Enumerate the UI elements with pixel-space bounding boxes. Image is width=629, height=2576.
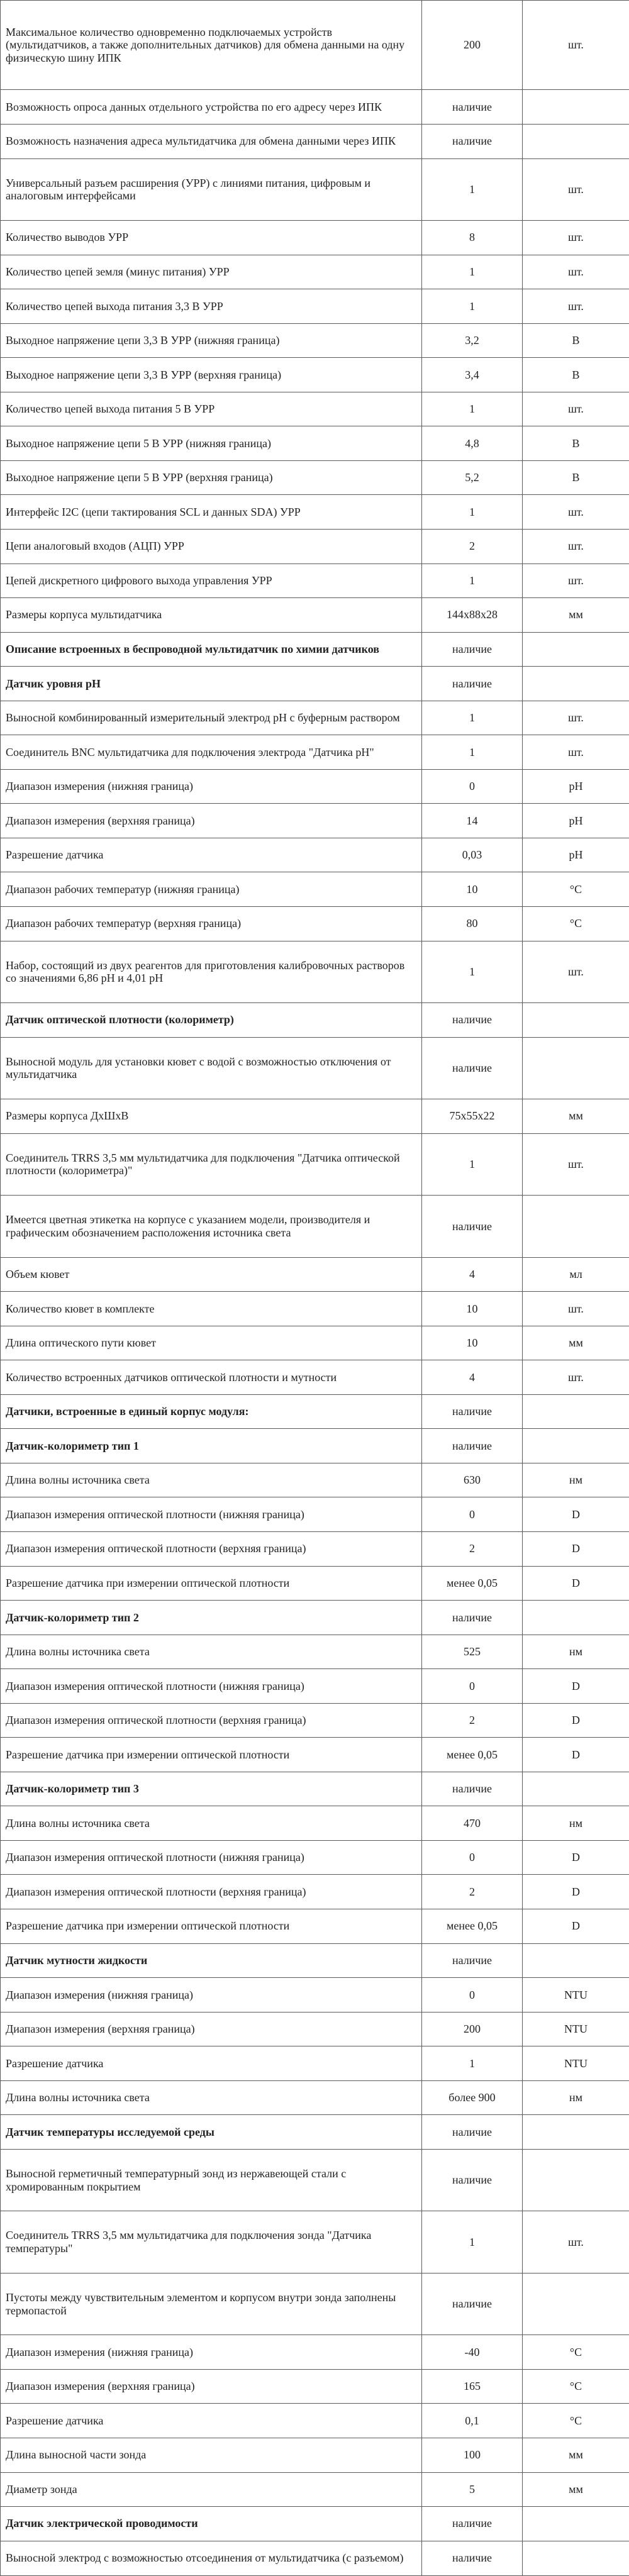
section-heading: Датчик электрической проводимости [1, 2507, 422, 2541]
table-row [1, 2149, 629, 2211]
parameter-name: Количество цепей земля (минус питания) УРР [1, 255, 422, 289]
parameter-name: Имеется цветная этикетка на корпусе с указанием модели, производителя и графическим обозначением расположения источника света [1, 1196, 422, 1258]
parameter-name: Разрешение датчика [1, 838, 422, 872]
section-heading: Датчик мутности жидкости [1, 1943, 422, 1978]
table-row [1, 158, 629, 221]
parameter-name: Максимальное количество одновременно подключаемых устройств (мультидатчиков, а также дополнительных датчиков) для обмена данными на одну физическую шину ИПК [1, 1, 422, 90]
parameter-unit [523, 667, 629, 701]
parameter-name: Разрешение датчика при измерении оптической плотности [1, 1909, 422, 1944]
table-row [1, 1133, 629, 1196]
parameter-unit [523, 2507, 629, 2541]
parameter-unit: °C [523, 906, 629, 941]
parameter-name: Диапазон измерения оптической плотности (верхняя граница) [1, 1703, 422, 1738]
table-row [1, 1326, 629, 1360]
parameter-name: Разрешение датчика [1, 2046, 422, 2081]
parameter-value: -40 [422, 2335, 523, 2370]
parameter-name: Длина волны источника света [1, 1806, 422, 1841]
table-row [1, 1669, 629, 1704]
parameter-name: Диапазон измерения (верхняя граница) [1, 2012, 422, 2046]
table-row [1, 1497, 629, 1532]
parameter-unit: NTU [523, 2012, 629, 2046]
parameter-unit [523, 1429, 629, 1463]
parameter-value: 0 [422, 1669, 523, 1704]
parameter-name: Возможность опроса данных отдельного устройства по его адресу через ИПК [1, 90, 422, 125]
parameter-name: Количество цепей выхода питания 3,3 В УРР [1, 289, 422, 324]
table-row [1, 529, 629, 564]
section-heading: Датчик-колориметр тип 3 [1, 1772, 422, 1806]
parameter-unit [523, 1943, 629, 1978]
parameter-unit: NTU [523, 2046, 629, 2081]
parameter-name: Универсальный разъем расширения (УРР) с линиями питания, цифровым и аналоговым интерфейсами [1, 158, 422, 221]
parameter-name: Пустоты между чувствительным элементом и корпусом внутри зонда заполнены термопастой [1, 2273, 422, 2335]
table-row [1, 2472, 629, 2507]
parameter-name: Набор, состоящий из двух реагентов для приготовления калибровочных растворов со значениями 6,86 pH и 4,01 pH [1, 941, 422, 1003]
parameter-unit: шт. [523, 2211, 629, 2273]
parameter-value: 0 [422, 1497, 523, 1532]
parameter-name: Цепи аналоговый входов (АЦП) УРР [1, 529, 422, 564]
table-row [1, 2369, 629, 2404]
parameter-value: 5,2 [422, 460, 523, 495]
table-row [1, 1601, 629, 1635]
parameter-unit: В [523, 426, 629, 461]
parameter-value: 75х55х22 [422, 1099, 523, 1134]
table-row [1, 1772, 629, 1806]
parameter-value: наличие [422, 1196, 523, 1258]
parameter-name: Выходное напряжение цепи 3,3 В УРР (верхняя граница) [1, 358, 422, 392]
table-row [1, 2012, 629, 2046]
parameter-unit: шт. [523, 392, 629, 426]
parameter-name: Количество цепей выхода питания 5 В УРР [1, 392, 422, 426]
section-heading: Датчики, встроенные в единый корпус модуля: [1, 1394, 422, 1429]
parameter-unit: шт. [523, 1133, 629, 1196]
table-row [1, 941, 629, 1003]
table-row [1, 495, 629, 530]
parameter-value: наличие [422, 124, 523, 158]
parameter-unit: шт. [523, 564, 629, 598]
parameter-value: наличие [422, 2273, 523, 2335]
parameter-name: Выносной герметичный температурный зонд из нержавеющей стали с хромированным покрытием [1, 2149, 422, 2211]
parameter-value: менее 0,05 [422, 1909, 523, 1944]
parameter-name: Длина волны источника света [1, 1635, 422, 1669]
table-row [1, 1360, 629, 1395]
parameter-value: 1 [422, 2046, 523, 2081]
parameter-value: более 900 [422, 2080, 523, 2115]
parameter-value: 630 [422, 1463, 523, 1497]
table-row [1, 838, 629, 872]
table-row [1, 426, 629, 461]
section-heading: Датчик температуры исследуемой среды [1, 2115, 422, 2150]
table-row [1, 1703, 629, 1738]
parameter-value: 0,1 [422, 2404, 523, 2438]
parameter-value: наличие [422, 1429, 523, 1463]
table-row [1, 90, 629, 125]
parameter-unit: шт. [523, 1292, 629, 1326]
parameter-name: Интерфейс I2C (цепи тактирования SCL и данных SDA) УРР [1, 495, 422, 530]
parameter-value: 200 [422, 1, 523, 90]
table-row [1, 2211, 629, 2273]
parameter-name: Диапазон измерения (нижняя граница) [1, 769, 422, 804]
parameter-name: Диапазон измерения оптической плотности (нижняя граница) [1, 1669, 422, 1704]
parameter-unit: D [523, 1531, 629, 1566]
parameter-name: Разрешение датчика [1, 2404, 422, 2438]
parameter-unit [523, 1003, 629, 1038]
parameter-unit [523, 90, 629, 125]
parameter-value: наличие [422, 1394, 523, 1429]
parameter-name: Выходное напряжение цепи 3,3 В УРР (нижняя граница) [1, 323, 422, 358]
table-row [1, 2335, 629, 2370]
parameter-name: Длина волны источника света [1, 2080, 422, 2115]
table-row [1, 1806, 629, 1841]
table-row [1, 255, 629, 289]
parameter-unit [523, 1772, 629, 1806]
parameter-value: наличие [422, 1943, 523, 1978]
parameter-name: Цепей дискретного цифрового выхода управления УРР [1, 564, 422, 598]
table-row [1, 323, 629, 358]
parameter-unit [523, 632, 629, 667]
parameter-value: наличие [422, 2541, 523, 2575]
table-row [1, 1909, 629, 1944]
parameter-name: Выносной комбинированный измерительный электрод pH с буферным раствором [1, 701, 422, 735]
parameter-unit: D [523, 1703, 629, 1738]
parameter-unit: D [523, 1875, 629, 1909]
table-row [1, 1635, 629, 1669]
table-row [1, 289, 629, 324]
table-row [1, 1738, 629, 1772]
parameter-name: Количество выводов УРР [1, 221, 422, 255]
parameter-name: Объем кювет [1, 1257, 422, 1292]
parameter-name: Соединитель TRRS 3,5 мм мультидатчика для подключения зонда "Датчика температуры" [1, 2211, 422, 2273]
parameter-value: 2 [422, 1875, 523, 1909]
parameter-unit: шт. [523, 158, 629, 221]
table-row [1, 2115, 629, 2150]
section-heading: Датчик уровня pH [1, 667, 422, 701]
parameter-name: Количество кювет в комплекте [1, 1292, 422, 1326]
parameter-value: 1 [422, 158, 523, 221]
parameter-unit: мм [523, 598, 629, 633]
parameter-unit: В [523, 323, 629, 358]
parameter-name: Возможность назначения адреса мультидатчика для обмена данными через ИПК [1, 124, 422, 158]
spec-table-body [1, 1, 629, 2576]
parameter-name: Длина волны источника света [1, 1463, 422, 1497]
parameter-value: 4 [422, 1257, 523, 1292]
table-row [1, 2404, 629, 2438]
parameter-value: 1 [422, 701, 523, 735]
table-row [1, 804, 629, 838]
parameter-value: 144х88х28 [422, 598, 523, 633]
parameter-value: 525 [422, 1635, 523, 1669]
parameter-value: 0 [422, 1840, 523, 1875]
parameter-unit: D [523, 1738, 629, 1772]
parameter-value: 1 [422, 1133, 523, 1196]
parameter-value: 3,4 [422, 358, 523, 392]
table-row [1, 1292, 629, 1326]
parameter-name: Диапазон рабочих температур (верхняя граница) [1, 906, 422, 941]
parameter-value: 0,03 [422, 838, 523, 872]
parameter-value: 14 [422, 804, 523, 838]
table-row [1, 1394, 629, 1429]
parameter-value: 2 [422, 1703, 523, 1738]
parameter-value: наличие [422, 632, 523, 667]
parameter-value: 5 [422, 2472, 523, 2507]
table-row [1, 667, 629, 701]
parameter-value: наличие [422, 2115, 523, 2150]
table-row [1, 1, 629, 90]
parameter-name: Диаметр зонда [1, 2472, 422, 2507]
parameter-unit: pH [523, 769, 629, 804]
parameter-value: 1 [422, 392, 523, 426]
parameter-unit: °C [523, 2335, 629, 2370]
table-row [1, 221, 629, 255]
parameter-unit: D [523, 1566, 629, 1601]
table-row [1, 701, 629, 735]
parameter-value: 10 [422, 1326, 523, 1360]
parameter-unit: нм [523, 1463, 629, 1497]
parameter-name: Выходное напряжение цепи 5 В УРР (нижняя граница) [1, 426, 422, 461]
parameter-unit: D [523, 1497, 629, 1532]
parameter-unit: шт. [523, 495, 629, 530]
parameter-value: 2 [422, 529, 523, 564]
parameter-unit: нм [523, 2080, 629, 2115]
parameter-value: 1 [422, 735, 523, 770]
parameter-name: Длина оптического пути кювет [1, 1326, 422, 1360]
parameter-unit: pH [523, 804, 629, 838]
parameter-name: Размеры корпуса мультидатчика [1, 598, 422, 633]
parameter-value: 4 [422, 1360, 523, 1395]
parameter-value: наличие [422, 2149, 523, 2211]
parameter-value: наличие [422, 1772, 523, 1806]
parameter-name: Размеры корпуса ДхШхВ [1, 1099, 422, 1134]
parameter-unit: шт. [523, 255, 629, 289]
table-row [1, 906, 629, 941]
parameter-name: Соединитель TRRS 3,5 мм мультидатчика для подключения "Датчика оптической плотности (колориметра)" [1, 1133, 422, 1196]
table-row [1, 1257, 629, 1292]
parameter-name: Диапазон измерения оптической плотности (верхняя граница) [1, 1875, 422, 1909]
parameter-name: Диапазон рабочих температур (нижняя граница) [1, 872, 422, 907]
parameter-value: 1 [422, 289, 523, 324]
table-row [1, 1566, 629, 1601]
parameter-value: наличие [422, 667, 523, 701]
parameter-unit [523, 1037, 629, 1099]
parameter-value: менее 0,05 [422, 1566, 523, 1601]
table-row [1, 872, 629, 907]
parameter-value: 1 [422, 2211, 523, 2273]
table-row [1, 2080, 629, 2115]
parameter-value: 1 [422, 941, 523, 1003]
parameter-unit: шт. [523, 701, 629, 735]
parameter-unit: шт. [523, 529, 629, 564]
parameter-value: 4,8 [422, 426, 523, 461]
parameter-value: 200 [422, 2012, 523, 2046]
parameter-value: 100 [422, 2438, 523, 2472]
parameter-unit [523, 1196, 629, 1258]
parameter-name: Длина выносной части зонда [1, 2438, 422, 2472]
parameter-value: 8 [422, 221, 523, 255]
parameter-unit: шт. [523, 221, 629, 255]
table-row [1, 2273, 629, 2335]
parameter-unit [523, 2149, 629, 2211]
parameter-value: 470 [422, 1806, 523, 1841]
table-row [1, 1943, 629, 1978]
parameter-value: наличие [422, 1037, 523, 1099]
table-row [1, 1463, 629, 1497]
parameter-unit: °C [523, 2404, 629, 2438]
parameter-name: Количество встроенных датчиков оптической плотности и мутности [1, 1360, 422, 1395]
parameter-unit: °C [523, 872, 629, 907]
parameter-unit: шт. [523, 735, 629, 770]
parameter-name: Диапазон измерения оптической плотности (нижняя граница) [1, 1840, 422, 1875]
parameter-unit: нм [523, 1806, 629, 1841]
table-row [1, 564, 629, 598]
parameter-value: наличие [422, 2507, 523, 2541]
table-row [1, 598, 629, 633]
parameter-unit: мм [523, 2438, 629, 2472]
table-row [1, 1531, 629, 1566]
table-row [1, 358, 629, 392]
table-row [1, 1196, 629, 1258]
parameter-name: Диапазон измерения (верхняя граница) [1, 804, 422, 838]
parameter-unit: D [523, 1909, 629, 1944]
parameter-value: 1 [422, 564, 523, 598]
parameter-unit: шт. [523, 1, 629, 90]
parameter-value: 2 [422, 1531, 523, 1566]
parameter-unit: D [523, 1669, 629, 1704]
parameter-unit: нм [523, 1635, 629, 1669]
parameter-value: менее 0,05 [422, 1738, 523, 1772]
parameter-unit [523, 124, 629, 158]
parameter-value: 1 [422, 495, 523, 530]
parameter-unit: мм [523, 2472, 629, 2507]
parameter-name: Выносной электрод с возможностью отсоединения от мультидатчика (с разъемом) [1, 2541, 422, 2575]
parameter-unit: В [523, 358, 629, 392]
parameter-unit: шт. [523, 289, 629, 324]
parameter-unit: °C [523, 2369, 629, 2404]
table-row [1, 1003, 629, 1038]
parameter-unit: мл [523, 1257, 629, 1292]
parameter-value: 3,2 [422, 323, 523, 358]
table-row [1, 769, 629, 804]
parameter-unit: шт. [523, 1360, 629, 1395]
table-row [1, 2541, 629, 2575]
table-row [1, 1037, 629, 1099]
section-heading: Датчик-колориметр тип 1 [1, 1429, 422, 1463]
table-row [1, 1840, 629, 1875]
parameter-name: Диапазон измерения оптической плотности (верхняя граница) [1, 1531, 422, 1566]
parameter-unit [523, 2541, 629, 2575]
parameter-unit: pH [523, 838, 629, 872]
parameter-name: Диапазон измерения (нижняя граница) [1, 2335, 422, 2370]
parameter-value: 0 [422, 1978, 523, 2012]
table-row [1, 1429, 629, 1463]
parameter-value: 1 [422, 255, 523, 289]
parameter-value: наличие [422, 1003, 523, 1038]
parameter-value: 80 [422, 906, 523, 941]
table-row [1, 2438, 629, 2472]
parameter-unit: D [523, 1840, 629, 1875]
parameter-unit: В [523, 460, 629, 495]
parameter-name: Диапазон измерения (верхняя граница) [1, 2369, 422, 2404]
section-heading: Датчик-колориметр тип 2 [1, 1601, 422, 1635]
parameter-unit [523, 2115, 629, 2150]
parameter-value: наличие [422, 1601, 523, 1635]
table-row [1, 632, 629, 667]
parameter-unit [523, 1394, 629, 1429]
table-row [1, 735, 629, 770]
parameter-value: наличие [422, 90, 523, 125]
table-row [1, 392, 629, 426]
parameter-value: 0 [422, 769, 523, 804]
parameter-value: 165 [422, 2369, 523, 2404]
table-row [1, 1099, 629, 1134]
parameter-unit: мм [523, 1099, 629, 1134]
parameter-value: 10 [422, 872, 523, 907]
table-row [1, 124, 629, 158]
table-row [1, 460, 629, 495]
parameter-unit: мм [523, 1326, 629, 1360]
section-heading: Датчик оптической плотности (колориметр) [1, 1003, 422, 1038]
table-row [1, 2507, 629, 2541]
parameter-unit [523, 2273, 629, 2335]
section-heading: Описание встроенных в беспроводной мультидатчик по химии датчиков [1, 632, 422, 667]
table-row [1, 1978, 629, 2012]
parameter-unit: шт. [523, 941, 629, 1003]
parameter-unit [523, 1601, 629, 1635]
parameter-name: Выходное напряжение цепи 5 В УРР (верхняя граница) [1, 460, 422, 495]
parameter-name: Диапазон измерения оптической плотности (нижняя граница) [1, 1497, 422, 1532]
parameter-name: Разрешение датчика при измерении оптической плотности [1, 1738, 422, 1772]
parameter-value: 10 [422, 1292, 523, 1326]
parameter-name: Разрешение датчика при измерении оптической плотности [1, 1566, 422, 1601]
parameter-unit: NTU [523, 1978, 629, 2012]
parameter-name: Соединитель BNC мультидатчика для подключения электрода "Датчика pH" [1, 735, 422, 770]
parameter-name: Выносной модуль для установки кювет с водой с возможностью отключения от мультидатчика [1, 1037, 422, 1099]
table-row [1, 2046, 629, 2081]
table-row [1, 1875, 629, 1909]
parameter-name: Диапазон измерения (нижняя граница) [1, 1978, 422, 2012]
